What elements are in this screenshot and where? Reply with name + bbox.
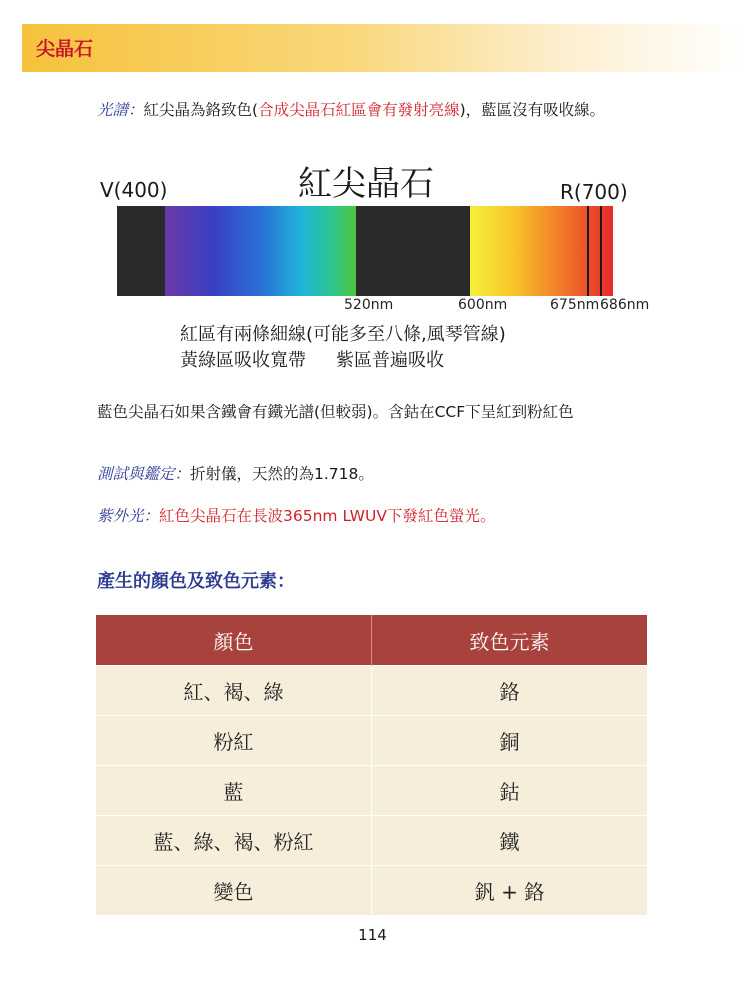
color-element-table [96,615,647,915]
spectrum-note-1: 紅區有兩條細線(可能多至八條,風琴管線) [180,324,506,345]
marker-675: 675nm [550,297,600,313]
cell-element: 銅 [372,716,648,766]
section-heading: 產生的顏色及致色元素： [97,571,295,592]
red-line-686 [600,206,602,296]
test-paragraph [97,462,657,486]
violet-absorption [117,206,165,296]
table-row [96,866,647,916]
red-line-675 [587,206,589,296]
test-text: 折射儀，天然的為1.718。 [190,465,374,483]
cell-color: 藍、綠、褐、粉紅 [96,816,372,866]
table-row [96,716,647,766]
marker-600: 600nm [458,297,508,313]
spectrum-label: 光譜： [97,101,144,119]
spectrum-paragraph [97,98,657,122]
cell-color: 粉紅 [96,716,372,766]
uv-label: 紫外光： [97,507,160,525]
spectrum-note-2b: 紫區普遍吸收 [336,350,444,371]
cell-element: 鐵 [372,816,648,866]
marker-520: 520nm [344,297,394,313]
header-bar [22,24,745,72]
spectrum-text-1: 紅尖晶為鉻致色( [143,101,259,119]
violet-to-green-band [165,206,356,296]
table-header-row [96,615,647,666]
cell-color: 變色 [96,866,372,916]
test-label: 測試與鑑定： [97,465,191,483]
header-title: 尖晶石 [36,38,94,60]
cell-color: 藍 [96,766,372,816]
spectrum-text-2: )，藍區沒有吸收線。 [459,101,606,119]
cell-element: 鉻 [372,666,648,716]
cell-element: 鈷 [372,766,648,816]
marker-686: 686nm [600,297,650,313]
spectrum-red-text: 合成尖晶石紅區會有發射亮線 [258,101,460,119]
spectrum-left-label: V(400) [100,178,168,202]
spectrum-note-2 [180,346,444,372]
header-element: 致色元素 [372,615,648,666]
table-row [96,666,647,716]
spectrum-note-2a: 黃綠區吸收寬帶 [180,350,306,371]
table-row [96,766,647,816]
spectrum-image [117,206,613,296]
header-color: 顏色 [96,615,372,666]
spectrum-right-label: R(700) [560,180,628,204]
cell-color: 紅、褐、綠 [96,666,372,716]
iron-paragraph: 藍色尖晶石如果含鐵會有鐵光譜(但較弱)。含鈷在CCF下呈紅到粉紅色 [97,403,574,421]
uv-text: 紅色尖晶石在長波365nm LWUV下發紅色螢光。 [159,507,496,525]
table-row [96,816,647,866]
yellow-to-red-band [470,206,613,296]
page-number: 114 [358,926,387,944]
cell-element: 釩 + 鉻 [372,866,648,916]
uv-paragraph [97,504,657,528]
yellow-green-absorption [356,206,470,296]
spectrum-title: 紅尖晶石 [298,164,434,204]
